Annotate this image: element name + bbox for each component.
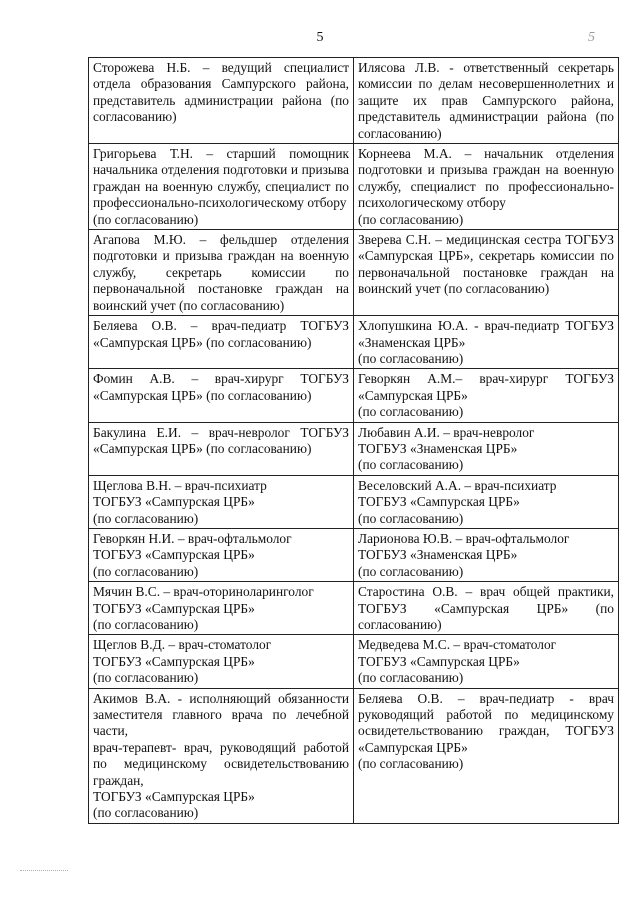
cell-text: Геворкян А.М.– врач-хирург ТОГБУЗ «Сампурская ЦРБ»	[358, 371, 614, 403]
cell-text: Корнеева М.А. – начальник отделения подготовки и призыва граждан на военную службу, специалист по профессионально-психологическому отбору	[358, 146, 614, 211]
cell-text: (по согласованию)	[358, 510, 464, 526]
table-row	[89, 230, 619, 316]
member-cell	[89, 369, 354, 422]
substitute-cell	[354, 635, 619, 688]
table-row	[89, 144, 619, 230]
member-cell	[89, 144, 354, 230]
substitute-cell	[354, 369, 619, 422]
page-number-bleed-through: 5	[588, 30, 595, 45]
cell-text: Любавин А.И. – врач-невролог	[358, 424, 535, 440]
cell-text: ТОГБУЗ «Сампурская ЦРБ»	[358, 653, 520, 669]
cell-text: (по согласованию)	[93, 563, 199, 579]
cell-text: (по согласованию)	[358, 404, 464, 420]
cell-text: Мячин В.С. – врач-оториноларинголог	[93, 584, 314, 600]
cell-text: ТОГБУЗ «Знаменская ЦРБ»	[358, 547, 518, 563]
table-row	[89, 475, 619, 528]
roster-table-body	[89, 58, 619, 824]
cell-text: Зверева С.Н. – медицинская сестра ТОГБУЗ «Сампурская ЦРБ», секретарь комиссии по первоначальной постановке граждан на воинский учет (по согласованию)	[358, 232, 614, 297]
cell-text: (по согласованию)	[93, 670, 199, 686]
substitute-cell	[354, 528, 619, 581]
member-cell	[89, 58, 354, 144]
cell-text: (по согласованию)	[358, 563, 464, 579]
member-cell	[89, 688, 354, 823]
commission-roster-table	[88, 57, 619, 824]
member-cell	[89, 635, 354, 688]
table-row	[89, 635, 619, 688]
cell-text: Беляева О.В. – врач-педиатр - врач руководящий работой по медицинскому освидетельствованию граждан, ТОГБУЗ «Сампурская ЦРБ»	[358, 690, 614, 755]
substitute-cell	[354, 475, 619, 528]
cell-text: (по согласованию)	[93, 617, 199, 632]
cell-text: ТОГБУЗ «Сампурская ЦРБ»	[93, 653, 255, 669]
cell-text: Веселовский А.А. – врач-психиатр	[358, 477, 557, 493]
cell-text: (по согласованию)	[93, 510, 199, 526]
page-number: 5	[316, 30, 324, 45]
substitute-cell	[354, 422, 619, 475]
substitute-cell	[354, 316, 619, 369]
member-cell	[89, 316, 354, 369]
table-row	[89, 422, 619, 475]
cell-text: (по согласованию)	[358, 350, 464, 366]
cell-text: (по согласованию)	[93, 211, 199, 227]
cell-text: ТОГБУЗ «Сампурская ЦРБ»	[93, 547, 255, 563]
cell-text: Сторожева Н.Б. – ведущий специалист отдела образования Сампурского района, представитель администрации района (по согласованию)	[93, 60, 349, 125]
cell-text: (по согласованию)	[358, 756, 464, 772]
scan-artifact	[20, 870, 68, 877]
cell-text: ТОГБУЗ «Сампурская ЦРБ»	[93, 789, 255, 805]
table-row	[89, 582, 619, 635]
cell-text: Щеглов В.Д. – врач-стоматолог	[93, 637, 272, 653]
cell-text: (по согласованию)	[358, 670, 464, 686]
member-cell	[89, 528, 354, 581]
cell-text: ТОГБУЗ «Знаменская ЦРБ»	[358, 440, 518, 456]
cell-text: (по согласованию)	[93, 805, 199, 821]
cell-text: Бакулина Е.И. – врач-невролог ТОГБУЗ «Сампурская ЦРБ» (по согласованию)	[93, 424, 349, 456]
member-cell	[89, 230, 354, 316]
table-row	[89, 688, 619, 823]
cell-text: ТОГБУЗ «Сампурская ЦРБ»	[93, 600, 255, 616]
cell-text: Агапова М.Ю. – фельдшер отделения подготовки и призыва граждан на военную службу, секретарь комиссии по первоначальной постановке граждан на воинский учет (по согласованию)	[93, 232, 349, 313]
cell-text: Акимов В.А. - исполняющий обязанности заместителя главного врача по лечебной части,	[93, 690, 349, 739]
cell-text: Старостина О.В. – врач общей практики, ТОГБУЗ «Сампурская ЦРБ» (по согласованию)	[358, 584, 614, 632]
cell-text: (по согласованию)	[358, 457, 464, 473]
substitute-cell	[354, 58, 619, 144]
cell-text: Щеглова В.Н. – врач-психиатр	[93, 477, 267, 493]
cell-text: Илясова Л.В. - ответственный секретарь комиссии по делам несовершеннолетних и защите их прав Сампурского района, представитель администрации района (по согласованию)	[358, 60, 614, 141]
member-cell	[89, 422, 354, 475]
table-row	[89, 58, 619, 144]
cell-text: Ларионова Ю.В. – врач-офтальмолог	[358, 530, 570, 546]
cell-text: Медведева М.С. – врач-стоматолог	[358, 637, 557, 653]
table-row	[89, 316, 619, 369]
member-cell	[89, 475, 354, 528]
cell-text: Геворкян Н.И. – врач-офтальмолог	[93, 530, 292, 546]
cell-text: врач-терапевт- врач, руководящий работой по медицинскому освидетельствованию граждан,	[93, 739, 349, 788]
cell-text: Хлопушкина Ю.А. - врач-педиатр ТОГБУЗ «Знаменская ЦРБ»	[358, 318, 614, 350]
substitute-cell	[354, 582, 619, 635]
substitute-cell	[354, 230, 619, 316]
cell-text: Фомин А.В. – врач-хирург ТОГБУЗ «Сампурская ЦРБ» (по согласованию)	[93, 371, 349, 403]
substitute-cell	[354, 144, 619, 230]
cell-text: Григорьева Т.Н. – старший помощник начальника отделения подготовки и призыва граждан на военную службу, специалист по профессионально-психологическому отбору	[93, 146, 349, 211]
cell-text: (по согласованию)	[358, 211, 464, 227]
member-cell	[89, 582, 354, 635]
cell-text: ТОГБУЗ «Сампурская ЦРБ»	[358, 494, 520, 510]
cell-text: Беляева О.В. – врач-педиатр ТОГБУЗ «Сампурская ЦРБ» (по согласованию)	[93, 318, 349, 350]
cell-text: ТОГБУЗ «Сампурская ЦРБ»	[93, 494, 255, 510]
substitute-cell	[354, 688, 619, 823]
table-row	[89, 369, 619, 422]
table-row	[89, 528, 619, 581]
